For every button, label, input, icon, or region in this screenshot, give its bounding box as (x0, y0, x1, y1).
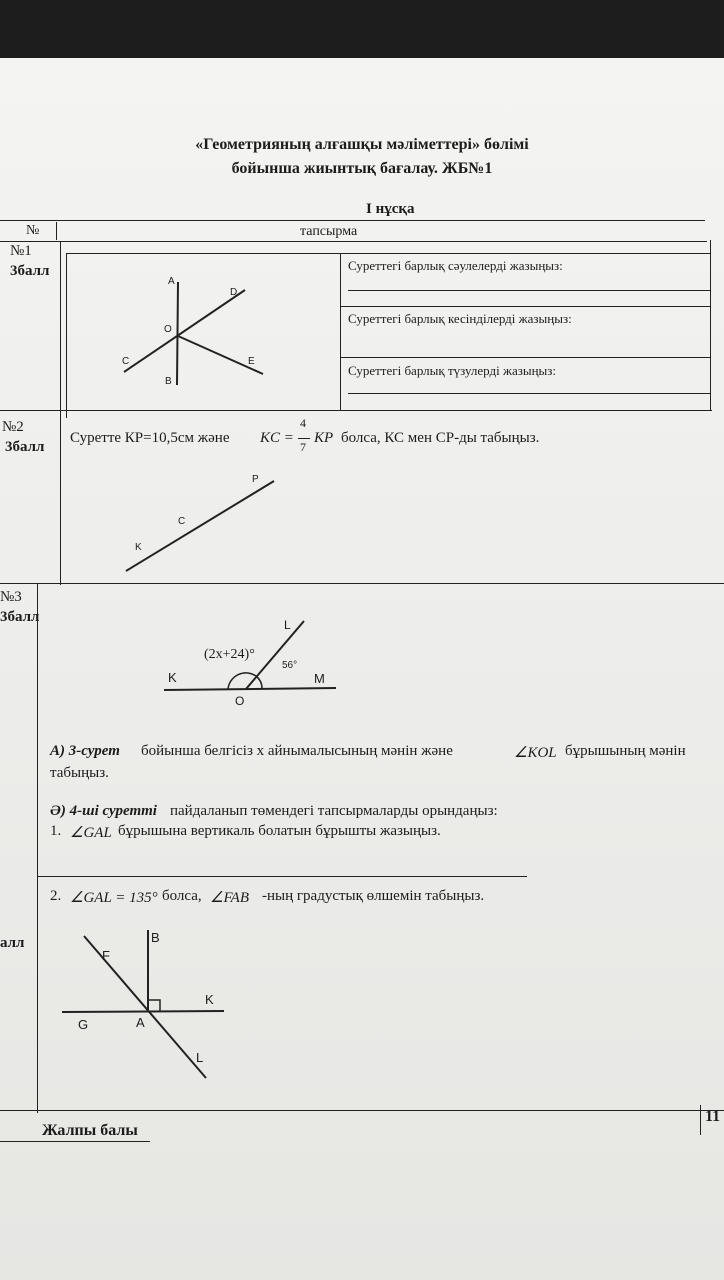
task2-frac-num: 4 (300, 416, 306, 430)
total-score-value: 11 (705, 1108, 721, 1125)
task2-frac-den: 7 (300, 440, 306, 454)
col-task-header: тапсырма (300, 224, 358, 239)
line-ab (177, 282, 178, 385)
task2-number: №2 (2, 419, 24, 435)
title-line-2: бойынша жиынтық бағалау. ЖБ№1 (231, 160, 493, 177)
fig4-label-b: B (151, 930, 160, 945)
task2-frac-bar (298, 438, 310, 439)
fig1-label-a: A (168, 276, 175, 287)
fig4-label-f: F (102, 948, 110, 963)
fig3-label-o: O (235, 694, 245, 708)
task2-text-after: болса, КС мен СР-ды табыңыз. (341, 430, 540, 446)
fig2-label-p: P (252, 474, 259, 485)
task1-question-lines: Суреттегі барлық түзулерді жазыңыз: (348, 363, 557, 378)
fig3-label-l: L (284, 618, 291, 632)
fig4-label-k: K (205, 992, 214, 1007)
arc-right (256, 676, 262, 689)
fig4-label-a: A (136, 1015, 145, 1030)
q1-number: 1. (50, 823, 62, 839)
q2-number: 2. (50, 888, 62, 904)
task3-number: №3 (0, 589, 22, 605)
task2-formula-rhs: KP (314, 430, 334, 446)
task1-question-segments: Суреттегі барлық кесінділерді жазыңыз: (348, 311, 572, 326)
col-number-header: № (26, 223, 40, 238)
fig2-label-k: K (135, 542, 142, 553)
line-gk (62, 1011, 224, 1012)
part-a-text2: бұрышының мәнін (565, 743, 686, 759)
fig3-angle-56: 56° (282, 660, 298, 671)
part-a-text: бойынша белгісіз х айнымалысының мәнін және (141, 743, 453, 759)
task2-points: 3балл (5, 439, 45, 455)
ray-oe (178, 336, 263, 374)
task1-question-rays: Суреттегі барлық сәулелерді жазыңыз: (348, 258, 563, 273)
part-a-heading: А) 3-сурет (50, 743, 120, 759)
fig1-label-e: E (248, 356, 255, 367)
figure-1 (124, 282, 263, 385)
part-a-angle: ∠KOL (514, 745, 557, 761)
q2-text: болса, (162, 888, 202, 904)
fig1-label-o: O (164, 324, 172, 335)
variant-label: І нұсқа (366, 201, 415, 217)
fig3-angle-expr: (2x+24)° (204, 647, 255, 662)
task1-number: №1 (10, 243, 32, 259)
fig2-label-c: C (178, 516, 186, 527)
right-angle-mark (148, 1000, 160, 1012)
q2-angle: ∠GAL = 135° (70, 890, 158, 906)
fig1-label-d: D (230, 287, 238, 298)
segment-kp (126, 481, 274, 571)
q2-angle2: ∠FAB (210, 890, 250, 906)
fig3-label-k: K (168, 670, 177, 685)
total-score-label: Жалпы балы (42, 1122, 138, 1139)
q1-angle: ∠GAL (70, 825, 112, 841)
fig1-label-b: B (165, 376, 172, 387)
task1-points: 3балл (10, 263, 50, 279)
task3-points: 3балл (0, 609, 40, 625)
q2-text2: -ның градустық өлшемін табыңыз. (262, 888, 485, 904)
fig4-label-g: G (78, 1017, 89, 1032)
q1-text: бұрышына вертикаль болатын бұрышты жазыңыз. (118, 823, 441, 839)
part-b-text: пайдаланып төмендегі тапсырмаларды орындаңыз: (170, 803, 498, 819)
line-km (164, 688, 336, 690)
task2-text-before: Суретте КР=10,5см және (70, 430, 230, 446)
task4-points-fragment: алл (0, 935, 25, 951)
line-cd (124, 290, 245, 372)
part-a-text3: табыңыз. (50, 765, 109, 781)
task2-formula-lhs: KC = (260, 430, 294, 446)
fig1-label-c: C (122, 356, 130, 367)
fig4-label-l: L (196, 1050, 204, 1065)
figure-2 (126, 481, 274, 571)
fig3-label-m: M (314, 671, 325, 686)
part-b-heading: Ә) 4-ші суретті (50, 803, 157, 819)
title-line-1: «Геометрияның алғашқы мәліметтері» бөлімі (195, 136, 529, 153)
